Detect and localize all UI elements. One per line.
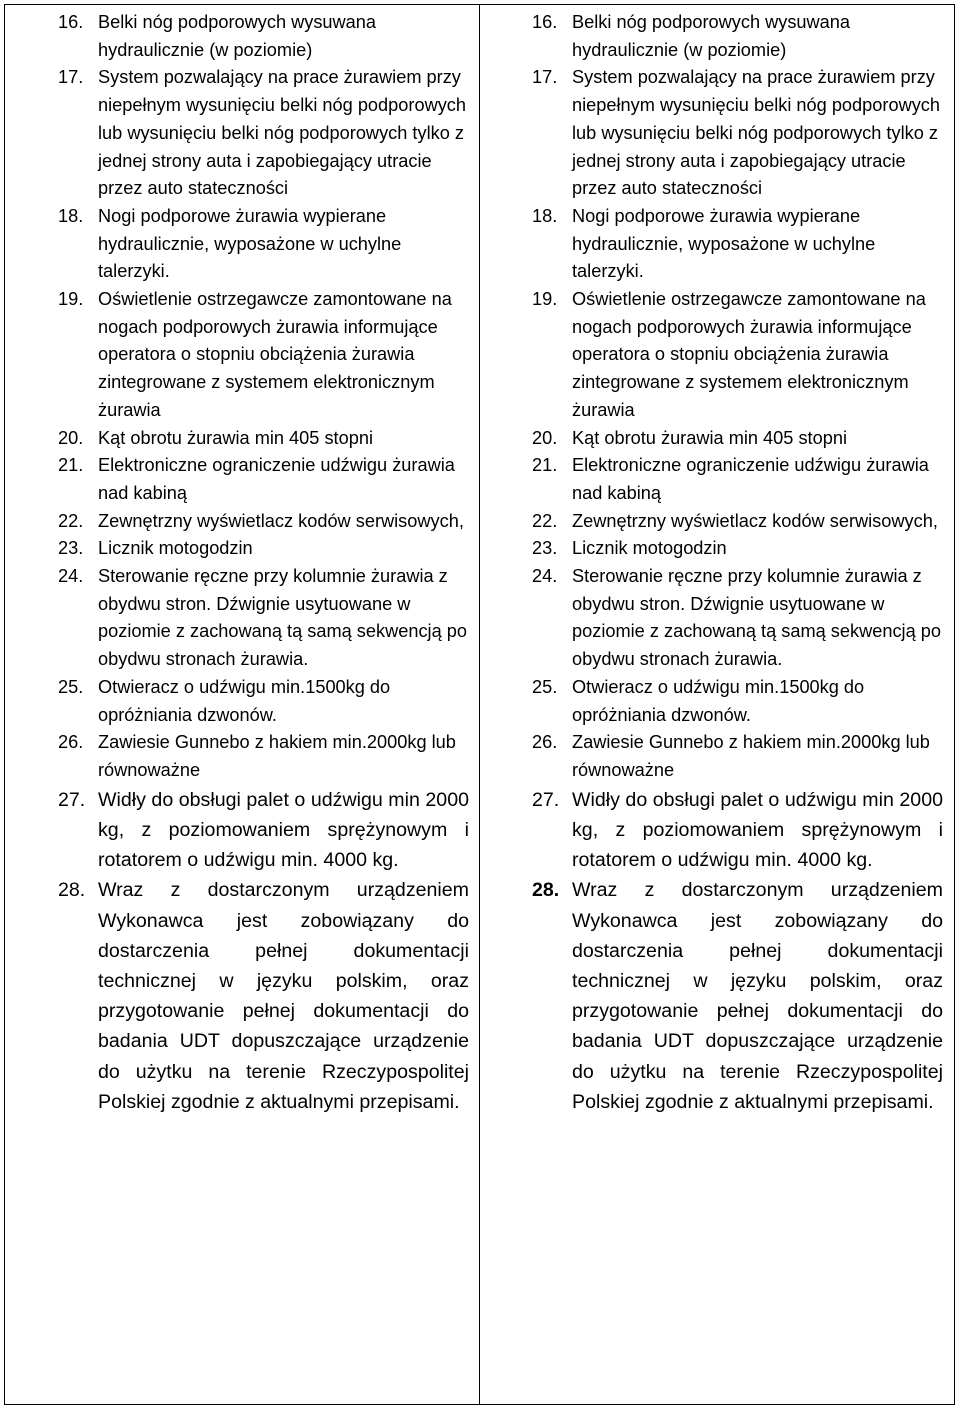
list-item bbox=[58, 785, 469, 876]
item-text: Wraz z dostarczonym urządzeniem Wykonawca jest zobowiązany do dostarczenia pełnej dokumentacji technicznej w języku polskim, oraz przygotowanie pełnej dokumentacji do badania UDT dopuszczające urządzenie do użytku na terenie Rzeczypospolitej Polskiej zgodnie z aktualnymi przepisami. bbox=[98, 879, 469, 1113]
list-item bbox=[532, 9, 943, 64]
item-text: Nogi podporowe żurawia wypierane hydraulicznie, wyposażone w uchylne talerzyki. bbox=[98, 205, 402, 282]
item-text: Kąt obrotu żurawia min 405 stopni bbox=[98, 427, 373, 448]
item-number: 24. bbox=[58, 566, 84, 587]
list-item bbox=[58, 875, 469, 1117]
list-item bbox=[532, 286, 943, 425]
left-column bbox=[5, 5, 480, 1404]
item-number: 26. bbox=[532, 732, 558, 753]
list-item bbox=[532, 674, 943, 729]
list-item bbox=[58, 64, 469, 203]
item-number: 17. bbox=[532, 67, 558, 88]
item-number: 22. bbox=[532, 510, 558, 531]
item-text: System pozwalający na prace żurawiem przy niepełnym wysunięciu belki nóg podporowych lub wysunięciu belki nóg podporowych tylko z jednej strony auta i zapobiegający utracie przez auto stateczności bbox=[98, 67, 467, 199]
item-number: 17. bbox=[58, 67, 84, 88]
list-item bbox=[58, 729, 469, 784]
specification-table bbox=[4, 4, 955, 1405]
item-number: 20. bbox=[532, 427, 558, 448]
list-item bbox=[532, 64, 943, 203]
list-item bbox=[532, 785, 943, 876]
list-item bbox=[532, 875, 943, 1117]
item-text: Sterowanie ręczne przy kolumnie żurawia z obydwu stron. Dźwignie usytuowane w poziomie z zachowaną tą samą sekwencją po obydwu stronach żurawia. bbox=[98, 566, 467, 670]
item-number: 16. bbox=[58, 12, 84, 32]
item-text: Wraz z dostarczonym urządzeniem Wykonawca jest zobowiązany do dostarczenia pełnej dokumentacji technicznej w języku polskim, oraz przygotowanie pełnej dokumentacji do badania UDT dopuszczające urządzenie do użytku na terenie Rzeczypospolitej Polskiej zgodnie z aktualnymi przepisami. bbox=[572, 879, 943, 1113]
item-text: Zawiesie Gunnebo z hakiem min.2000kg lub równoważne bbox=[572, 732, 930, 780]
item-number: 16. bbox=[532, 12, 558, 32]
item-text: Zewnętrzny wyświetlacz kodów serwisowych, bbox=[98, 510, 464, 531]
list-item bbox=[532, 729, 943, 784]
item-number: 26. bbox=[58, 732, 84, 753]
item-number: 18. bbox=[532, 205, 558, 226]
item-text: Belki nóg podporowych wysuwana hydraulicznie (w poziomie) bbox=[98, 12, 377, 60]
item-text: Belki nóg podporowych wysuwana hydraulicznie (w poziomie) bbox=[572, 12, 851, 60]
list-item bbox=[532, 203, 943, 286]
item-text: Kąt obrotu żurawia min 405 stopni bbox=[572, 427, 847, 448]
list-item bbox=[58, 508, 469, 536]
item-number: 20. bbox=[58, 427, 84, 448]
list-item bbox=[532, 425, 943, 453]
item-number: 28. bbox=[532, 879, 560, 902]
item-number: 23. bbox=[532, 538, 558, 559]
item-text: Sterowanie ręczne przy kolumnie żurawia z obydwu stron. Dźwignie usytuowane w poziomie z zachowaną tą samą sekwencją po obydwu stronach żurawia. bbox=[572, 566, 941, 670]
item-text: Licznik motogodzin bbox=[98, 538, 253, 559]
list-item bbox=[58, 286, 469, 425]
item-text: Zawiesie Gunnebo z hakiem min.2000kg lub równoważne bbox=[98, 732, 456, 780]
list-item bbox=[532, 535, 943, 563]
item-number: 18. bbox=[58, 205, 84, 226]
item-number: 21. bbox=[532, 455, 558, 476]
list-item bbox=[58, 425, 469, 453]
item-text: Nogi podporowe żurawia wypierane hydraulicznie, wyposażone w uchylne talerzyki. bbox=[572, 205, 876, 282]
list-item bbox=[532, 452, 943, 507]
list-item bbox=[532, 563, 943, 674]
list-item bbox=[58, 203, 469, 286]
item-number: 22. bbox=[58, 510, 84, 531]
list-item bbox=[58, 9, 469, 64]
item-text: Elektroniczne ograniczenie udźwigu żurawia nad kabiną bbox=[98, 455, 455, 503]
item-number: 27. bbox=[532, 788, 560, 811]
right-item-list bbox=[532, 9, 954, 1117]
item-text: System pozwalający na prace żurawiem przy niepełnym wysunięciu belki nóg podporowych lub wysunięciu belki nóg podporowych tylko z jednej strony auta i zapobiegający utracie przez auto stateczności bbox=[572, 67, 941, 199]
item-number: 25. bbox=[58, 676, 84, 697]
list-item bbox=[58, 563, 469, 674]
right-column bbox=[480, 5, 954, 1404]
left-item-list bbox=[58, 9, 479, 1117]
item-number: 25. bbox=[532, 676, 558, 697]
item-number: 21. bbox=[58, 455, 84, 476]
item-text: Zewnętrzny wyświetlacz kodów serwisowych, bbox=[572, 510, 938, 531]
item-number: 19. bbox=[532, 289, 558, 310]
item-text: Licznik motogodzin bbox=[572, 538, 727, 559]
list-item bbox=[58, 674, 469, 729]
list-item bbox=[532, 508, 943, 536]
item-text: Otwieracz o udźwigu min.1500kg do opróżniania dzwonów. bbox=[98, 676, 391, 725]
item-text: Widły do obsługi palet o udźwigu min 2000 kg, z poziomowaniem sprężynowym i rotatorem o udźwigu min. 4000 kg. bbox=[572, 788, 943, 872]
item-text: Widły do obsługi palet o udźwigu min 2000 kg, z poziomowaniem sprężynowym i rotatorem o udźwigu min. 4000 kg. bbox=[98, 788, 469, 872]
list-item bbox=[58, 452, 469, 507]
item-text: Otwieracz o udźwigu min.1500kg do opróżniania dzwonów. bbox=[572, 676, 865, 725]
item-number: 19. bbox=[58, 289, 84, 310]
item-text: Oświetlenie ostrzegawcze zamontowane na nogach podporowych żurawia informujące operatora o stopniu obciążenia żurawia zintegrowane z systemem elektronicznym żurawia bbox=[572, 289, 926, 420]
item-text: Elektroniczne ograniczenie udźwigu żurawia nad kabiną bbox=[572, 455, 929, 503]
item-number: 24. bbox=[532, 566, 558, 587]
list-item bbox=[58, 535, 469, 563]
item-text: Oświetlenie ostrzegawcze zamontowane na nogach podporowych żurawia informujące operatora o stopniu obciążenia żurawia zintegrowane z systemem elektronicznym żurawia bbox=[98, 289, 452, 420]
item-number: 23. bbox=[58, 538, 84, 559]
item-number: 28. bbox=[58, 879, 86, 902]
item-number: 27. bbox=[58, 788, 86, 811]
